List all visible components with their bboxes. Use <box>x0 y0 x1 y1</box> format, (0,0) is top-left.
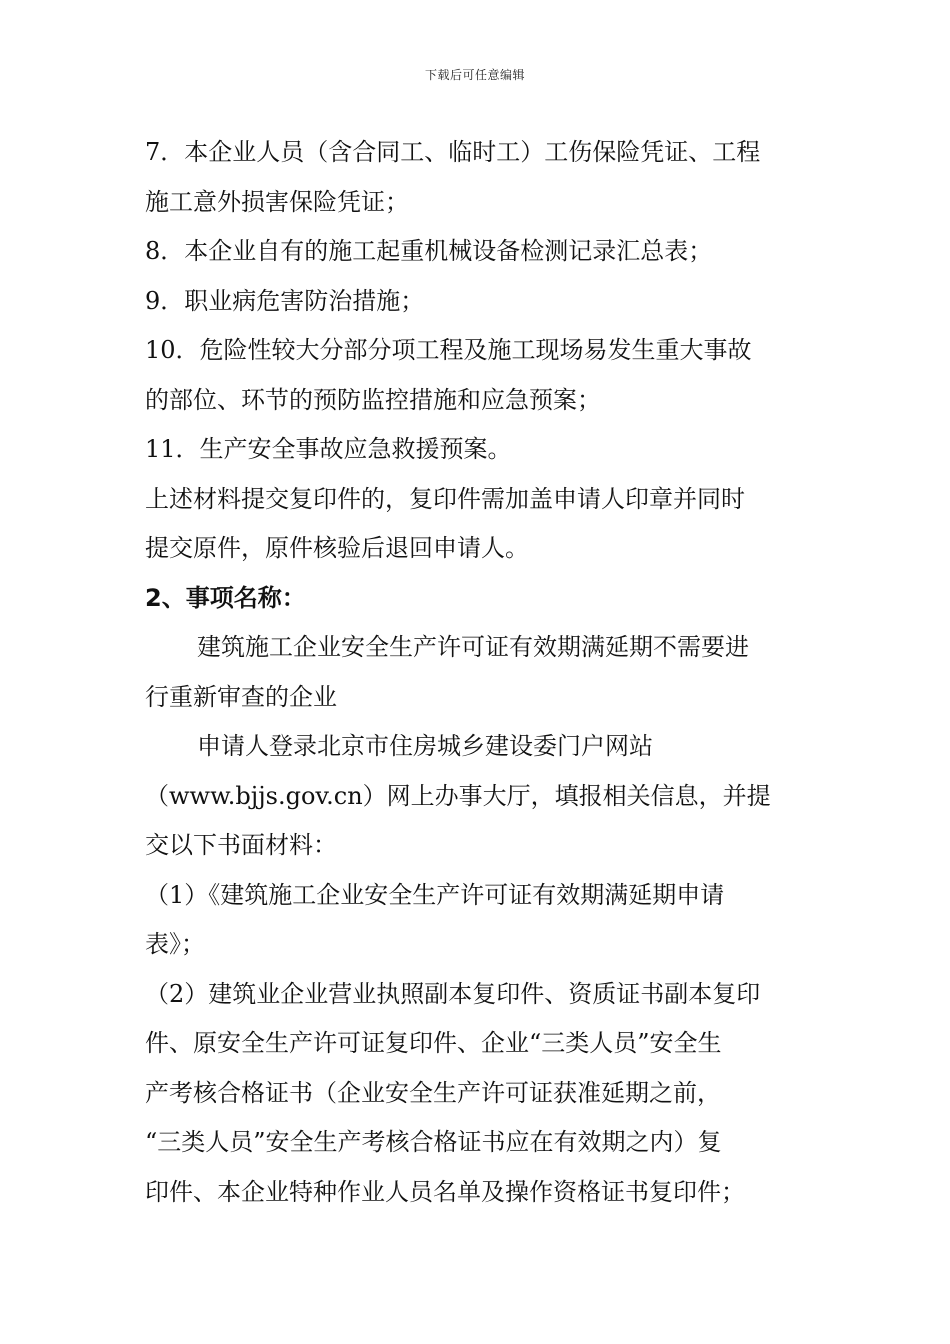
item-10-line-2: 的部位、环节的预防监控措施和应急预案； <box>145 385 601 414</box>
instruction-line-2: （www.bjjs.gov.cn）网上办事大厅，填报相关信息，并提 <box>145 781 771 810</box>
material-2-line-1: （2）建筑业企业营业执照副本复印件、资质证书副本复印 <box>145 979 761 1008</box>
material-1-line-1: （1）《建筑施工企业安全生产许可证有效期满延期申请 <box>145 880 725 909</box>
material-2-line-5: 印件、本企业特种作业人员名单及操作资格证书复印件； <box>145 1177 745 1206</box>
item-name-line-1: 建筑施工企业安全生产许可证有效期满延期不需要进 <box>197 633 749 661</box>
document-body <box>145 128 805 1217</box>
material-2-line-2: 件、原安全生产许可证复印件、企业“三类人员”安全生 <box>145 1029 722 1057</box>
item-8: 8．本企业自有的施工起重机械设备检测记录汇总表； <box>145 237 713 265</box>
note-line-1: 上述材料提交复印件的，复印件需加盖申请人印章并同时 <box>145 484 745 513</box>
item-7-line-1: 7．本企业人员（含合同工、临时工）工伤保险凭证、工程 <box>145 138 761 166</box>
item-11: 11．生产安全事故应急救援预案。 <box>145 435 512 463</box>
material-1-line-2: 表》； <box>145 930 205 958</box>
section-heading: 2、事项名称： <box>145 583 306 612</box>
instruction-line-3: 交以下书面材料： <box>145 831 337 859</box>
material-2-line-3: 产考核合格证书（企业安全生产许可证获准延期之前， <box>145 1078 721 1107</box>
instruction-line-1: 申请人登录北京市住房城乡建设委门户网站 <box>197 732 653 760</box>
item-9: 9．职业病危害防治措施； <box>145 286 425 315</box>
page-header: 下载后可任意编辑 <box>424 68 525 82</box>
item-name-line-2: 行重新审查的企业 <box>145 682 337 711</box>
material-2-line-4: “三类人员”安全生产考核合格证书应在有效期之内）复 <box>145 1128 722 1156</box>
item-7-line-2: 施工意外损害保险凭证； <box>145 187 409 216</box>
item-10-line-1: 10．危险性较大分部分项工程及施工现场易发生重大事故 <box>145 336 752 364</box>
note-line-2: 提交原件，原件核验后退回申请人。 <box>145 534 529 562</box>
